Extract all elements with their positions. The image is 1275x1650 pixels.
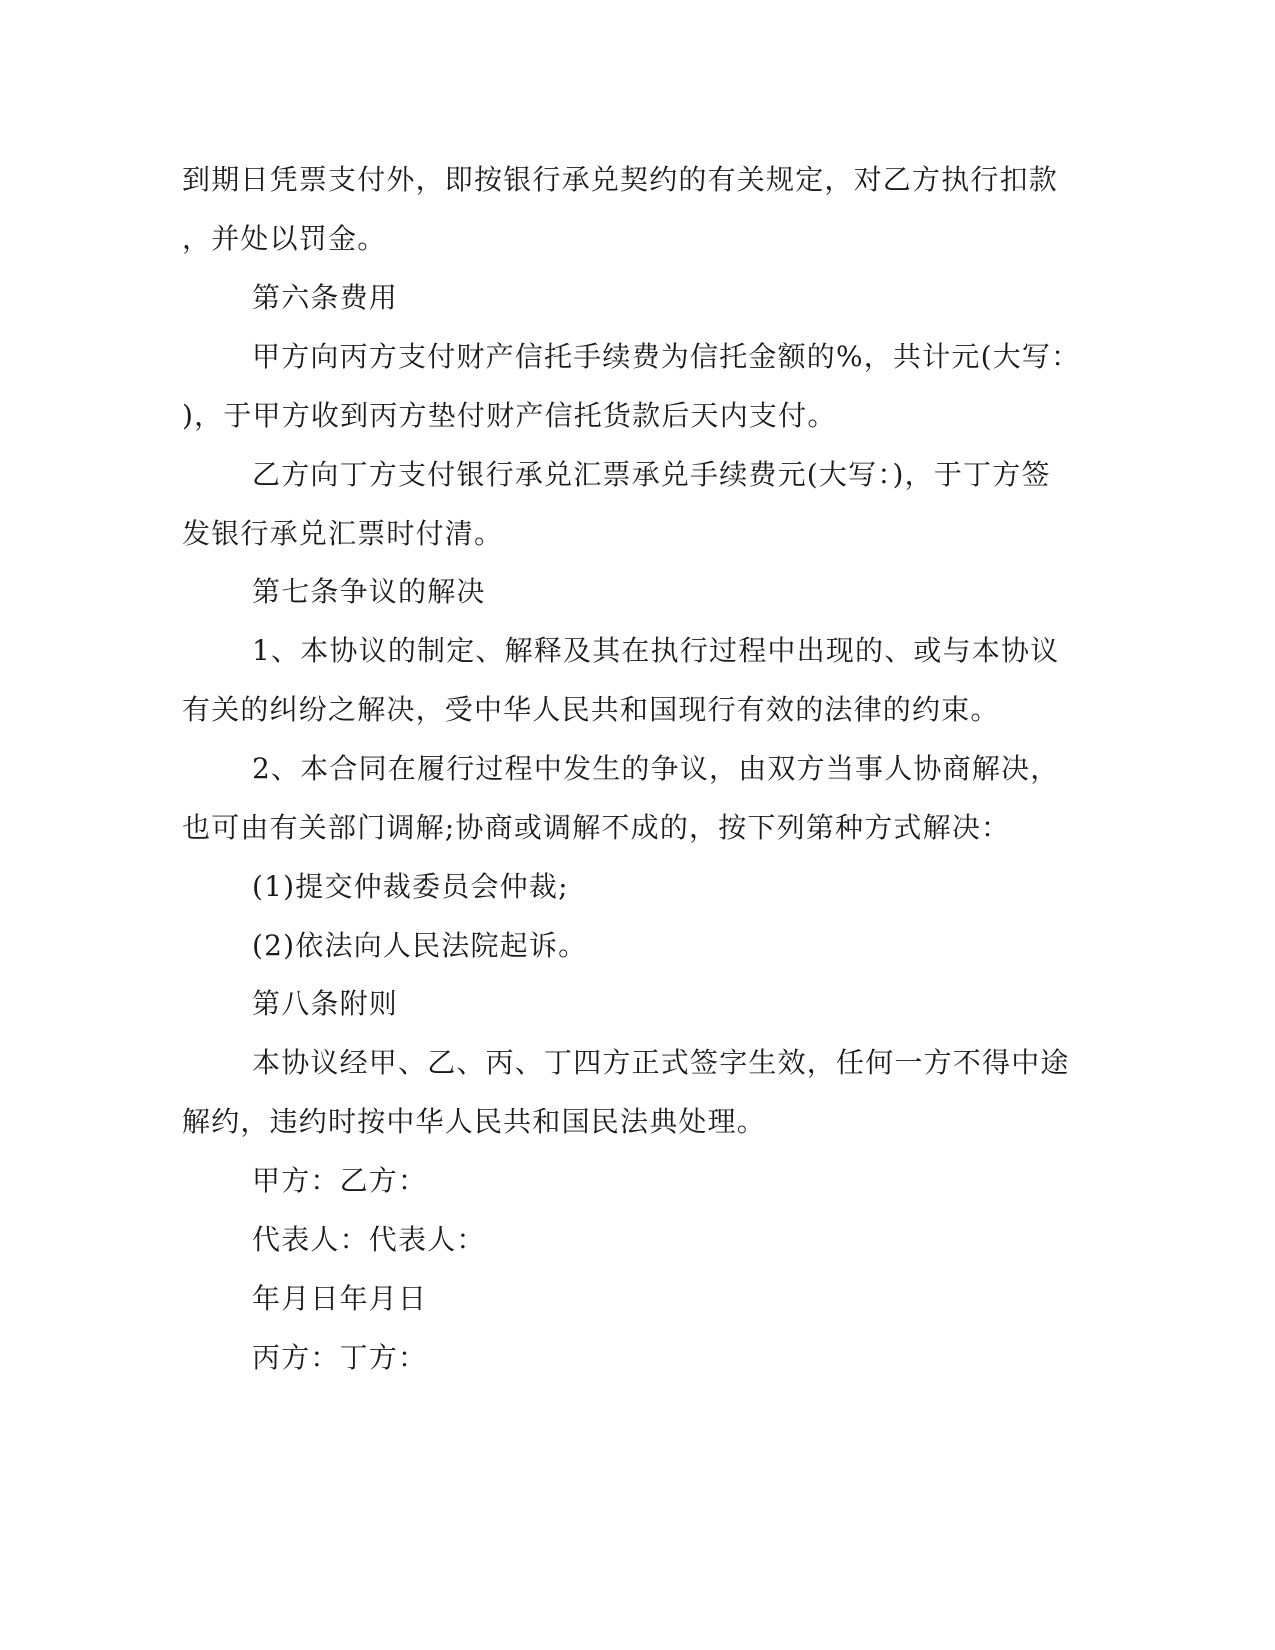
text-line: )，于甲方收到丙方垫付财产信托货款后天内支付。 [182,399,837,432]
section-heading: 第七条争议的解决 [252,575,486,608]
list-item: (1)提交仲裁委员会仲裁; [252,870,569,903]
section-heading: 第八条附则 [252,987,399,1020]
text-line: 也可由有关部门调解;协商或调解不成的，按下列第种方式解决： [182,811,1011,844]
signature-line: 丙方：丁方： [252,1341,428,1374]
text-line: 乙方向丁方支付银行承兑汇票承兑手续费元(大写：)，于丁方签 [252,458,1051,491]
text-line: ，并处以罚金。 [182,222,387,255]
text-line: 发银行承兑汇票时付清。 [182,517,504,550]
text-line: 2、本合同在履行过程中发生的争议，由双方当事人协商解决， [252,752,1060,785]
list-item: (2)依法向人民法院起诉。 [252,929,588,962]
text-line: 有关的纠纷之解决，受中华人民共和国现行有效的法律的约束。 [182,693,1000,726]
text-line: 本协议经甲、乙、丙、丁四方正式签字生效，任何一方不得中途 [252,1046,1070,1079]
text-line: 解约，违约时按中华人民共和国民法典处理。 [182,1105,767,1138]
date-line: 年月日年月日 [252,1282,428,1315]
text-line: 1、本协议的制定、解释及其在执行过程中出现的、或与本协议 [252,634,1060,667]
section-heading: 第六条费用 [252,281,399,314]
text-line: 甲方向丙方支付财产信托手续费为信托金额的%，共计元(大写： [252,340,1081,373]
signature-line: 甲方：乙方： [252,1164,428,1197]
text-line: 到期日凭票支付外，即按银行承兑契约的有关规定，对乙方执行扣款 [182,163,1059,196]
signature-line: 代表人：代表人： [252,1223,486,1256]
